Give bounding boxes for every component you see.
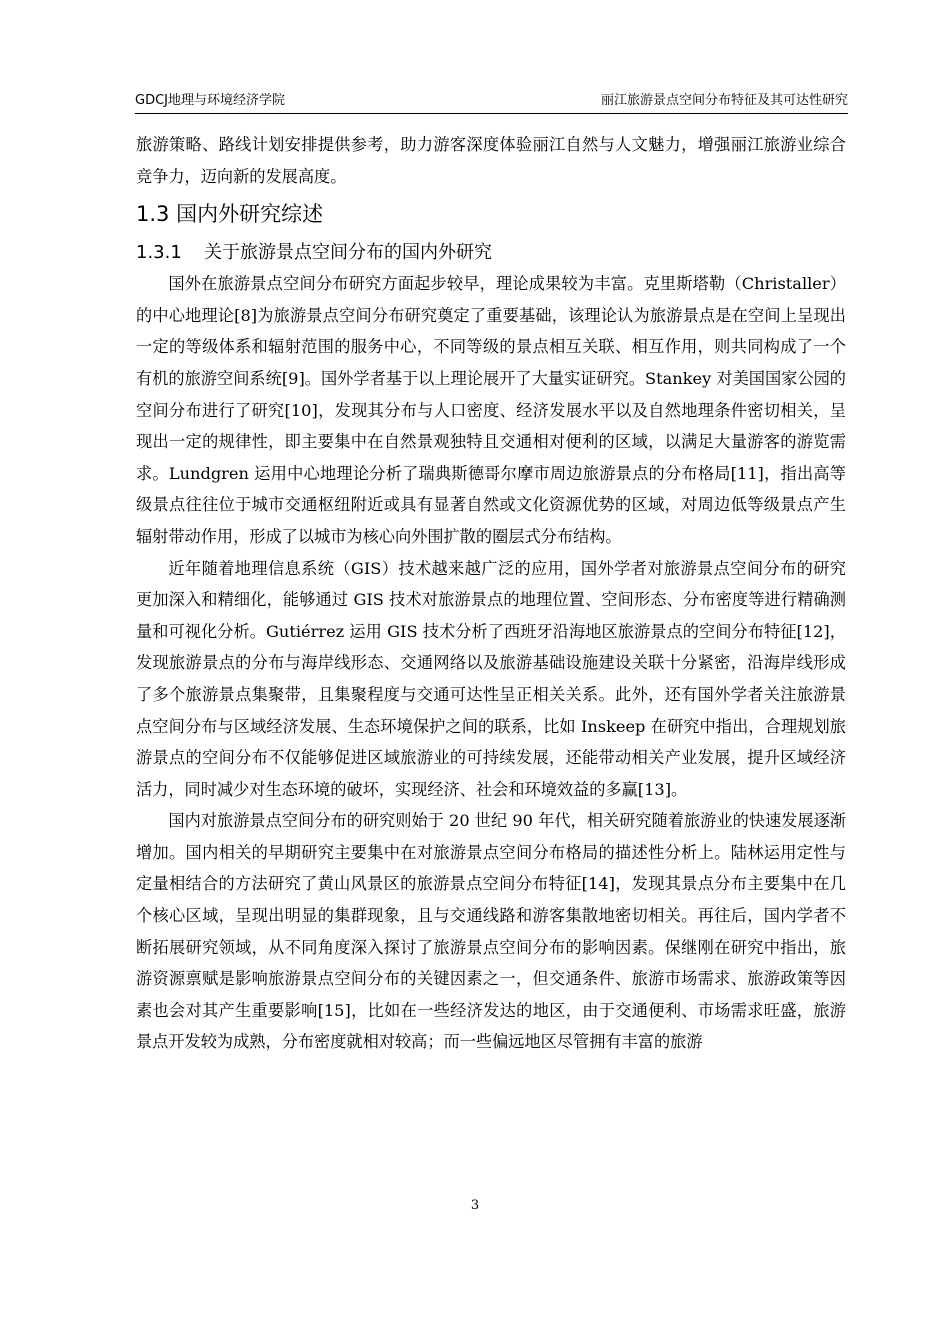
subsection-heading [136,242,846,264]
body-paragraph-2: 近年随着地理信息系统（GIS）技术越来越广泛的应用，国外学者对旅游景点空间分布的研究更加深入和精细化，能够通过 GIS 技术对旅游景点的地理位置、空间形态、分布密度等进行精确测量和可视化分析。Gutiérrez 运用 GIS 技术分析了西班牙沿海地区旅游景点的空间分布特征[12]，发现旅游景点的分布与海岸线形态、交通网络以及旅游基础设施建设关联十分紧密，沿海岸线形成了多个旅游景点集聚带，且集聚程度与交通可达性呈正相关关系。此外，还有国外学者关注旅游景点空间分布与区域经济发展、生态环境保护之间的联系，比如 Inskeep 在研究中指出，合理规划旅游景点的空间分布不仅能够促进区域旅游业的可持续发展，还能带动相关产业发展，提升区域经济活力，同时减少对生态环境的破坏，实现经济、社会和环境效益的多赢[13]。 [136,558,846,799]
body-paragraph-3: 国内对旅游景点空间分布的研究则始于 20 世纪 90 年代，相关研究随着旅游业的快速发展逐渐增加。国内相关的早期研究主要集中在对旅游景点空间分布格局的描述性分析上。陆林运用定性与定量相结合的方法研究了黄山风景区的旅游景点空间分布特征[14]，发现其景点分布主要集中在几个核心区域，呈现出明显的集群现象，且与交通线路和游客集散地密切相关。再往后，国内学者不断拓展研究领域，从不同角度深入探讨了旅游景点空间分布的影响因素。保继刚在研究中指出，旅游资源禀赋是影响旅游景点空间分布的关键因素之一，但交通条件、旅游市场需求、旅游政策等因素也会对其产生重要影响[15]，比如在一些经济发达的地区，由于交通便利、市场需求旺盛，旅游景点开发较为成熟，分布密度就相对较高；而一些偏远地区尽管拥有丰富的旅游 [136,811,846,1052]
subsection-title: 关于旅游景点空间分布的国内外研究 [204,242,492,264]
body-paragraph-1: 国外在旅游景点空间分布研究方面起步较早，理论成果较为丰富。克里斯塔勒（Christaller）的中心地理论[8]为旅游景点空间分布研究奠定了重要基础，该理论认为旅游景点是在空间上呈现出一定的等级体系和辐射范围的服务中心，不同等级的景点相互关联、相互作用，则共同构成了一个有机的旅游空间系统[9]。国外学者基于以上理论展开了大量实证研究。Stankey 对美国国家公园的空间分布进行了研究[10]，发现其分布与人口密度、经济发展水平以及自然地理条件密切相关，呈现出一定的规律性，即主要集中在自然景观独特且交通相对便利的区域，以满足大量游客的游览需求。Lundgren 运用中心地理论分析了瑞典斯德哥尔摩市周边旅游景点的分布格局[11]，指出高等级景点往往位于城市交通枢纽附近或具有显著自然或文化资源优势的区域，对周边低等级景点产生辐射带动作用，形成了以城市为核心向外围扩散的圈层式分布结构。 [136,274,846,546]
page-header [135,91,848,114]
header-right-text: 丽江旅游景点空间分布特征及其可达性研究 [600,93,848,108]
section-heading: 1.3 国内外研究综述 [136,202,324,227]
subsection-number: 1.3.1 [136,242,182,264]
header-left-text: GDCJ地理与环境经济学院 [135,93,285,108]
intro-paragraph: 旅游策略、路线计划安排提供参考，助力游客深度体验丽江自然与人文魅力，增强丽江旅游业综合竞争力，迈向新的发展高度。 [136,135,846,186]
page-number: 3 [470,1198,480,1213]
page-content [136,129,846,1058]
